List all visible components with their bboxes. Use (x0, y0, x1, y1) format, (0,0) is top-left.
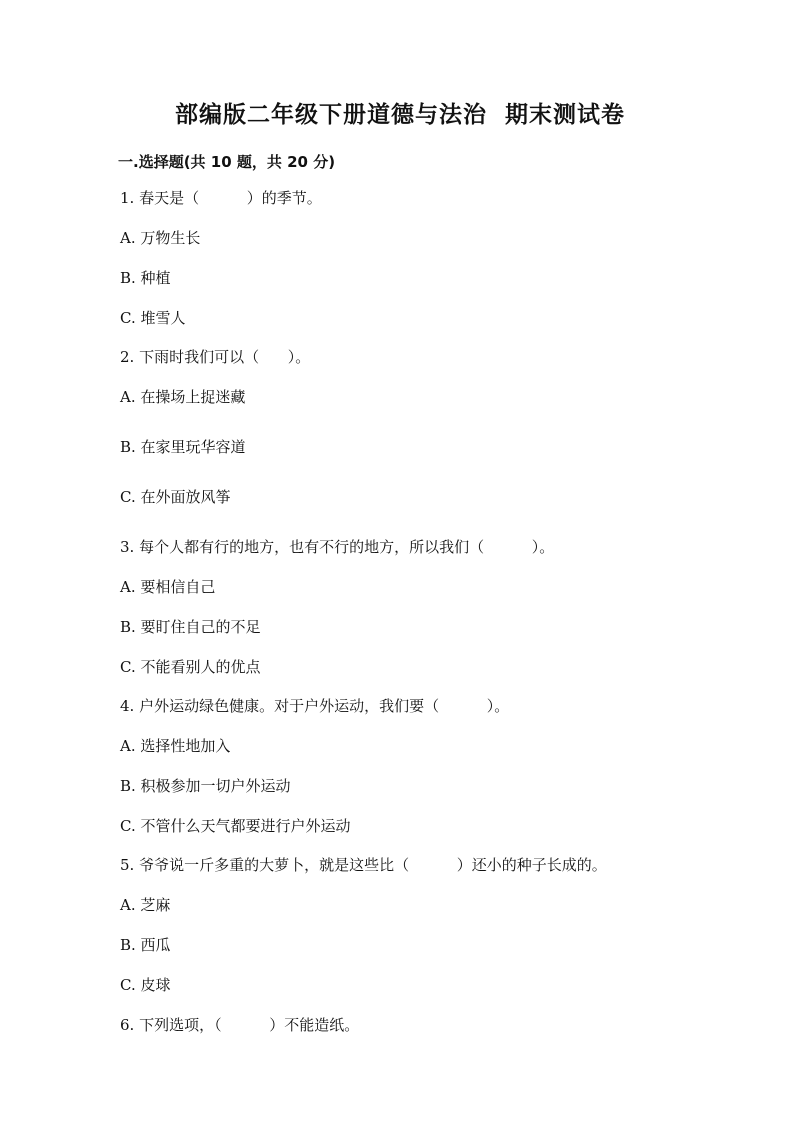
question-2-option-a[interactable]: A. 在操场上捉迷藏 (120, 388, 246, 406)
question-1-option-b[interactable]: B. 种植 (120, 269, 171, 287)
question-1-stem: 1. 春天是（ ）的季节。 (120, 189, 322, 207)
question-3-stem: 3. 每个人都有行的地方，也有不行的地方，所以我们（ ）。 (120, 538, 555, 556)
question-2-stem: 2. 下雨时我们可以（ ）。 (120, 348, 311, 366)
question-1-option-c[interactable]: C. 堆雪人 (120, 309, 186, 327)
question-6-stem: 6. 下列选项，（ ）不能造纸。 (120, 1016, 360, 1034)
question-5-option-a[interactable]: A. 芝麻 (120, 896, 171, 914)
question-3-option-a[interactable]: A. 要相信自己 (120, 578, 216, 596)
question-3-option-b[interactable]: B. 要盯住自己的不足 (120, 618, 261, 636)
question-4-option-c[interactable]: C. 不管什么天气都要进行户外运动 (120, 817, 351, 835)
question-3-option-c[interactable]: C. 不能看别人的优点 (120, 658, 261, 676)
question-5-stem: 5. 爷爷说一斤多重的大萝卜，就是这些比（ ）还小的种子长成的。 (120, 856, 607, 874)
question-5-option-c[interactable]: C. 皮球 (120, 976, 171, 994)
question-1-option-a[interactable]: A. 万物生长 (120, 229, 201, 247)
question-4-option-b[interactable]: B. 积极参加一切户外运动 (120, 777, 291, 795)
question-4-stem: 4. 户外运动绿色健康。对于户外运动，我们要（ ）。 (120, 697, 510, 715)
question-5-option-b[interactable]: B. 西瓜 (120, 936, 171, 954)
section-heading: 一.选择题(共 10 题，共 20 分) (118, 153, 336, 171)
exam-title: 部编版二年级下册道德与法治 期末测试卷 (174, 102, 625, 128)
question-2-option-b[interactable]: B. 在家里玩华容道 (120, 438, 246, 456)
question-2-option-c[interactable]: C. 在外面放风筝 (120, 488, 231, 506)
question-4-option-a[interactable]: A. 选择性地加入 (120, 737, 231, 755)
